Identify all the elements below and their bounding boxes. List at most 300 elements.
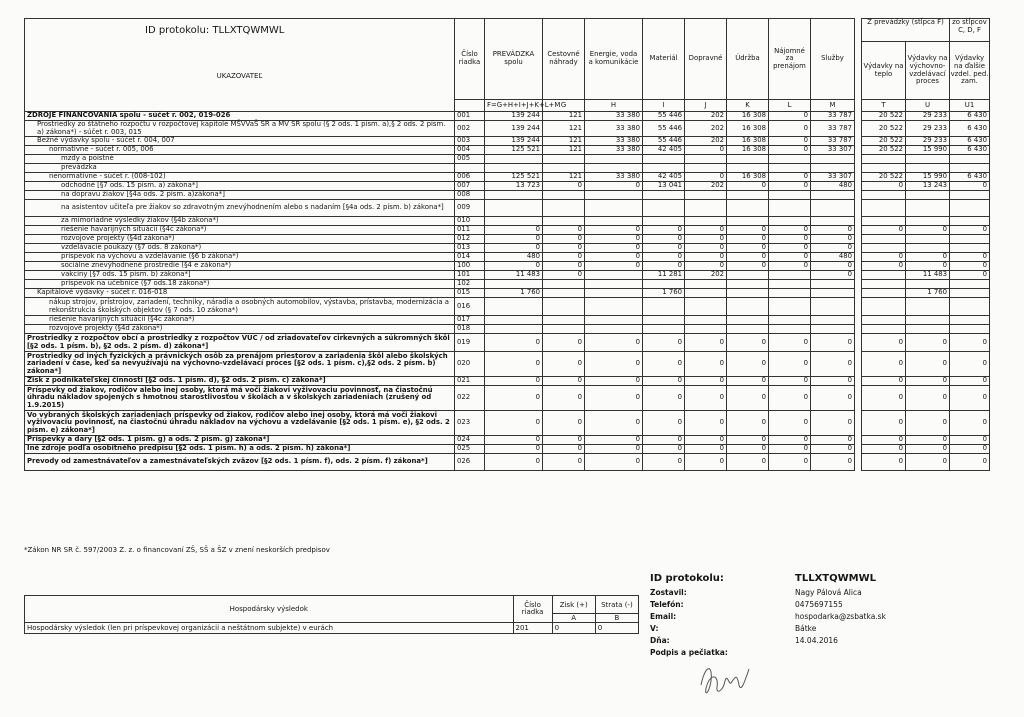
table-row xyxy=(25,454,990,471)
row-value xyxy=(950,289,990,298)
row-value: 0 xyxy=(543,411,585,436)
info-v-value: Bátke xyxy=(795,623,817,633)
row-value: 0 xyxy=(585,226,643,235)
row-value: 0 xyxy=(643,411,685,436)
row-value: 20 522 xyxy=(862,173,906,182)
row-value: 0 xyxy=(685,377,727,386)
row-value: 0 xyxy=(643,352,685,377)
row-value: 0 xyxy=(485,334,543,352)
row-value: 29 233 xyxy=(906,112,950,121)
row-value: 121 xyxy=(543,112,585,121)
row-value: 0 xyxy=(769,445,811,454)
header-vydavky-vychovno: Výdavky na výchovno-vzdelávací proces xyxy=(907,54,948,86)
row-value: 0 xyxy=(585,253,643,262)
row-value: 0 xyxy=(727,182,769,191)
row-code: 018 xyxy=(455,325,485,334)
row-value: 202 xyxy=(685,112,727,121)
table-row xyxy=(25,316,990,325)
row-value: 0 xyxy=(862,226,906,235)
row-value: 0 xyxy=(643,454,685,471)
ukazovatel-label: UKAZOVATEĽ xyxy=(216,72,263,80)
row-value: 0 xyxy=(685,454,727,471)
row-value xyxy=(485,217,543,226)
row-label: sociálne znevýhodnené prostredie (§4 e zákona*) xyxy=(25,262,455,271)
row-value xyxy=(727,316,769,325)
row-value: 20 522 xyxy=(862,112,906,121)
row-value: 6 430 xyxy=(950,121,990,137)
column-separator xyxy=(855,325,862,334)
row-value: 0 xyxy=(543,244,585,253)
row-value: 0 xyxy=(811,377,855,386)
row-value: 0 xyxy=(685,244,727,253)
row-value xyxy=(862,235,906,244)
info-podpis-label: Podpis a pečiatka: xyxy=(650,647,728,657)
row-value: 0 xyxy=(727,226,769,235)
row-value: 0 xyxy=(543,436,585,445)
row-value: 0 xyxy=(950,253,990,262)
row-value: 0 xyxy=(769,352,811,377)
row-value xyxy=(585,316,643,325)
row-value: 0 xyxy=(950,262,990,271)
row-value xyxy=(485,155,543,164)
row-value: 29 233 xyxy=(906,121,950,137)
row-value: 0 xyxy=(643,334,685,352)
row-value: 0 xyxy=(769,182,811,191)
column-separator xyxy=(855,253,862,262)
row-label: Prostriedky z rozpočtov obcí a prostriedky z rozpočtov VÚC / od zriadovateľov cirkevných a súkromných škôl [§2 ods. 1 písm. b), §2 ods. 2 písm. d) zákona*] xyxy=(25,334,455,352)
table-row xyxy=(25,325,990,334)
row-value: 6 430 xyxy=(950,112,990,121)
row-value: 0 xyxy=(485,436,543,445)
row-label: ZDROJE FINANCOVANIA spolu - súčet r. 002, 019-026 xyxy=(25,112,455,121)
row-value xyxy=(950,155,990,164)
column-separator xyxy=(855,226,862,235)
row-value xyxy=(727,164,769,173)
row-code: 014 xyxy=(455,253,485,262)
row-value xyxy=(769,200,811,217)
row-value: 0 xyxy=(950,226,990,235)
hospodarsky-zisk-header: Zisk (+) xyxy=(552,596,595,614)
row-value: 0 xyxy=(543,262,585,271)
row-value: 480 xyxy=(811,182,855,191)
hospodarsky-col-a: A xyxy=(552,614,595,623)
row-value: 0 xyxy=(485,377,543,386)
row-value: 121 xyxy=(543,121,585,137)
row-value: 0 xyxy=(485,454,543,471)
row-value xyxy=(906,235,950,244)
row-value: 0 xyxy=(585,334,643,352)
protocol-title: ID protokolu: TLLXTQWMWL xyxy=(145,25,285,36)
row-value xyxy=(585,200,643,217)
row-code: 025 xyxy=(455,445,485,454)
row-value xyxy=(727,280,769,289)
table-row xyxy=(25,377,990,386)
column-separator xyxy=(855,217,862,226)
row-value: 0 xyxy=(685,262,727,271)
row-value: 0 xyxy=(585,445,643,454)
row-code: 004 xyxy=(455,146,485,155)
row-value xyxy=(862,316,906,325)
row-value: 0 xyxy=(811,352,855,377)
row-value: 55 446 xyxy=(643,137,685,146)
column-separator xyxy=(855,411,862,436)
row-value xyxy=(543,200,585,217)
row-value xyxy=(543,289,585,298)
info-email-label: Email: xyxy=(650,611,677,621)
row-code: 020 xyxy=(455,352,485,377)
row-value xyxy=(727,191,769,200)
row-code: 016 xyxy=(455,298,485,316)
row-value: 0 xyxy=(862,445,906,454)
row-code: 022 xyxy=(455,386,485,411)
column-separator xyxy=(855,244,862,253)
row-value xyxy=(950,200,990,217)
row-value xyxy=(906,217,950,226)
row-value: 0 xyxy=(485,445,543,454)
row-value: 0 xyxy=(643,445,685,454)
row-value: 1 760 xyxy=(485,289,543,298)
row-value xyxy=(685,298,727,316)
row-label: vzdelávacie poukazy (§7 ods. 8 zákona*) xyxy=(25,244,455,253)
row-value xyxy=(485,191,543,200)
row-label: Iné zdroje podľa osobitného predpisu [§2 ods. 1 písm. h) a ods. 2 písm. h) zákona*] xyxy=(25,445,455,454)
row-value: 0 xyxy=(585,235,643,244)
row-value: 0 xyxy=(727,235,769,244)
row-value: 16 308 xyxy=(727,112,769,121)
row-value xyxy=(585,280,643,289)
column-separator xyxy=(855,173,862,182)
row-code: 002 xyxy=(455,121,485,137)
row-value: 55 446 xyxy=(643,112,685,121)
row-value: 42 405 xyxy=(643,173,685,182)
row-value: 0 xyxy=(769,386,811,411)
hospodarsky-strata-header: Strata (-) xyxy=(595,596,638,614)
row-value: 0 xyxy=(485,235,543,244)
row-label: rozvojové projekty (§4d zákona*) xyxy=(25,235,455,244)
row-value: 0 xyxy=(769,146,811,155)
row-value: 42 405 xyxy=(643,146,685,155)
row-label: Bežné výdavky spolu - súčet r. 004, 007 xyxy=(25,137,455,146)
column-letter: H xyxy=(585,100,643,112)
row-value xyxy=(485,325,543,334)
column-separator xyxy=(855,352,862,377)
row-code: 011 xyxy=(455,226,485,235)
row-value xyxy=(685,316,727,325)
row-value: 0 xyxy=(811,454,855,471)
header-z-prevadzky-group xyxy=(862,19,950,100)
row-value: 0 xyxy=(643,386,685,411)
row-value: 0 xyxy=(769,334,811,352)
row-value xyxy=(811,164,855,173)
row-value: 20 522 xyxy=(862,137,906,146)
row-code: 001 xyxy=(455,112,485,121)
row-value: 15 990 xyxy=(906,173,950,182)
row-value xyxy=(727,271,769,280)
row-value: 139 244 xyxy=(485,137,543,146)
row-value xyxy=(727,325,769,334)
row-value: 0 xyxy=(685,146,727,155)
header-vydavky-dalsie: Výdavky na ďalšie vzdel. ped. zam. xyxy=(950,54,989,86)
row-value: 0 xyxy=(906,454,950,471)
row-value: 0 xyxy=(862,411,906,436)
row-code: 013 xyxy=(455,244,485,253)
row-value xyxy=(862,191,906,200)
row-value: 16 308 xyxy=(727,173,769,182)
header-udrzba: Údržba xyxy=(727,19,769,100)
row-value: 0 xyxy=(685,411,727,436)
row-label: Prevody od zamestnávateľov a zamestnávateľských zväzov [§2 ods. 1 písm. f), ods. 2 písm. f) zákona*] xyxy=(25,454,455,471)
row-value xyxy=(727,217,769,226)
row-value xyxy=(811,298,855,316)
column-letter: K xyxy=(727,100,769,112)
row-value xyxy=(485,200,543,217)
table-row xyxy=(25,436,990,445)
row-value: 0 xyxy=(585,182,643,191)
row-value xyxy=(769,191,811,200)
row-label: odchodné [§7 ods. 15 písm. a) zákona*] xyxy=(25,182,455,191)
row-value: 0 xyxy=(685,235,727,244)
row-value xyxy=(543,280,585,289)
info-dna-value: 14.04.2016 xyxy=(795,635,838,645)
row-value: 0 xyxy=(543,377,585,386)
row-value: 20 522 xyxy=(862,146,906,155)
row-value: 0 xyxy=(769,235,811,244)
row-value: 0 xyxy=(811,235,855,244)
row-value: 0 xyxy=(685,334,727,352)
row-value xyxy=(769,280,811,289)
row-value: 0 xyxy=(769,454,811,471)
row-label: Kapitálové výdavky - súčet r. 016-018 xyxy=(25,289,455,298)
column-letter: U1 xyxy=(950,100,990,112)
row-value xyxy=(769,298,811,316)
row-value xyxy=(543,325,585,334)
row-code: 021 xyxy=(455,377,485,386)
row-label: Prostriedky od iných fyzických a právnických osôb za prenájom priestorov a zariadenia škôl alebo školských zariadení v čase, keď sa nevyužívajú na výchovno-vzdelávací proces [§2 ods. 1 písm. c),§2 ods. 2 písm. b) zákona*] xyxy=(25,352,455,377)
row-value xyxy=(906,244,950,253)
row-value xyxy=(950,280,990,289)
row-value xyxy=(585,217,643,226)
row-value xyxy=(643,164,685,173)
column-letter: J xyxy=(685,100,727,112)
column-separator xyxy=(855,377,862,386)
row-value: 480 xyxy=(485,253,543,262)
row-value: 0 xyxy=(543,182,585,191)
row-value: 0 xyxy=(643,262,685,271)
row-value: 0 xyxy=(769,436,811,445)
signature xyxy=(695,655,755,703)
row-value: 33 787 xyxy=(811,137,855,146)
info-zostavil-label: Zostavil: xyxy=(650,587,687,597)
row-value xyxy=(811,316,855,325)
row-value xyxy=(811,289,855,298)
row-value xyxy=(585,271,643,280)
row-label: Príspevky a dary [§2 ods. 1 písm. g) a ods. 2 písm. g) zákona*] xyxy=(25,436,455,445)
row-value: 0 xyxy=(585,436,643,445)
row-value: 13 723 xyxy=(485,182,543,191)
row-value: 33 307 xyxy=(811,173,855,182)
row-label: rozvojové projekty (§4d zákona*) xyxy=(25,325,455,334)
row-label: príspevok na výchovu a vzdelávanie (§6 b zákona*) xyxy=(25,253,455,262)
column-separator xyxy=(855,121,862,137)
row-value: 0 xyxy=(811,271,855,280)
column-letter: G xyxy=(543,100,585,112)
column-separator xyxy=(855,445,862,454)
row-value xyxy=(643,217,685,226)
hospodarsky-col-b: B xyxy=(595,614,638,623)
row-value: 0 xyxy=(643,436,685,445)
row-value: 0 xyxy=(543,454,585,471)
table-row xyxy=(25,191,990,200)
table-row xyxy=(25,217,990,226)
column-separator xyxy=(855,386,862,411)
row-value: 0 xyxy=(485,244,543,253)
row-value xyxy=(950,325,990,334)
hospodarsky-cislo: Číslo riadka xyxy=(513,596,552,623)
row-code: 102 xyxy=(455,280,485,289)
table-row xyxy=(25,173,990,182)
row-value: 1 760 xyxy=(643,289,685,298)
row-value: 0 xyxy=(543,386,585,411)
hospodarsky-strata-value: 0 xyxy=(595,623,638,634)
row-value xyxy=(685,200,727,217)
header-sluzby: Služby xyxy=(811,19,855,100)
row-value: 33 380 xyxy=(585,146,643,155)
row-value xyxy=(862,244,906,253)
row-value: 121 xyxy=(543,173,585,182)
header-vydavky-teplo: Výdavky na teplo xyxy=(862,42,906,99)
row-value: 0 xyxy=(862,182,906,191)
row-value xyxy=(862,271,906,280)
row-value: 0 xyxy=(769,262,811,271)
row-code: 005 xyxy=(455,155,485,164)
row-value: 0 xyxy=(906,226,950,235)
row-value: 33 380 xyxy=(585,112,643,121)
row-value: 15 990 xyxy=(906,146,950,155)
row-value xyxy=(685,217,727,226)
row-value: 33 380 xyxy=(585,137,643,146)
row-value: 0 xyxy=(543,445,585,454)
row-value: 0 xyxy=(485,352,543,377)
row-value xyxy=(485,316,543,325)
row-value: 0 xyxy=(685,253,727,262)
row-value: 0 xyxy=(769,173,811,182)
row-value: 0 xyxy=(585,244,643,253)
column-separator xyxy=(855,19,862,112)
row-label: na asistentov učiteľa pre žiakov so zdravotným znevýhodnením alebo s nadaním [§4a ods. 2 písm. b) zákona*] xyxy=(25,200,455,217)
column-separator xyxy=(855,280,862,289)
row-value: 139 244 xyxy=(485,112,543,121)
row-value: 0 xyxy=(862,386,906,411)
row-label: Vo vybraných školských zariadeniach príspevky od žiakov, rodičov alebo inej osoby, ktorá má voči žiakovi vyživovaciu povinnosť, na čiastočnú úhradu nákladov na výchovu a vzdelávanie [§2 ods. 1 písm. e), §2 ods. 2 písm. e) zákona*] xyxy=(25,411,455,436)
row-value: 0 xyxy=(862,262,906,271)
row-value: 0 xyxy=(485,386,543,411)
row-value xyxy=(643,191,685,200)
row-value xyxy=(727,289,769,298)
column-separator xyxy=(855,235,862,244)
row-value: 16 308 xyxy=(727,121,769,137)
row-value: 16 308 xyxy=(727,137,769,146)
column-separator xyxy=(855,191,862,200)
row-value xyxy=(950,298,990,316)
row-value: 11 281 xyxy=(643,271,685,280)
row-label: Zisk z podnikateľskej činnosti [§2 ods. 1 písm. d), §2 ods. 2 písm. c) zákona*] xyxy=(25,377,455,386)
row-value xyxy=(485,280,543,289)
row-value xyxy=(862,325,906,334)
row-value xyxy=(906,316,950,325)
financing-rows xyxy=(25,112,990,471)
financing-table xyxy=(24,18,990,471)
row-value xyxy=(485,164,543,173)
row-value: 0 xyxy=(643,235,685,244)
hospodarsky-title: Hospodársky výsledok xyxy=(25,596,514,623)
table-row xyxy=(25,334,990,352)
row-value: 0 xyxy=(769,226,811,235)
row-value: 0 xyxy=(685,445,727,454)
row-label: Príspevky od žiakov, rodičov alebo inej osoby, ktorá má voči žiakovi vyživovaciu povinnosť, na čiastočnú úhradu nákladov spojených s hmotnou starostlivosťou v školách a v školských zariadeniach (zrušený od 1.9.2015) xyxy=(25,386,455,411)
row-value: 0 xyxy=(685,352,727,377)
row-value: 0 xyxy=(769,112,811,121)
hospodarsky-zisk-value: 0 xyxy=(552,623,595,634)
row-value: 0 xyxy=(906,436,950,445)
column-letter: L xyxy=(769,100,811,112)
row-value: 0 xyxy=(685,436,727,445)
row-value: 11 483 xyxy=(485,271,543,280)
row-value: 202 xyxy=(685,271,727,280)
row-value: 13 041 xyxy=(643,182,685,191)
row-value: 0 xyxy=(685,386,727,411)
row-value xyxy=(906,200,950,217)
row-label: mzdy a poistné xyxy=(25,155,455,164)
row-value xyxy=(811,191,855,200)
row-value: 0 xyxy=(727,352,769,377)
row-value xyxy=(906,164,950,173)
row-value: 0 xyxy=(950,386,990,411)
row-value: 0 xyxy=(543,226,585,235)
row-value xyxy=(862,200,906,217)
row-value xyxy=(685,325,727,334)
row-label: riešenie havarijných situácií (§4c zákona*) xyxy=(25,316,455,325)
header-zo-stlpcov: zo stĺpcov C, D, F xyxy=(950,19,989,42)
row-value: 0 xyxy=(906,377,950,386)
row-value: 0 xyxy=(769,244,811,253)
row-value xyxy=(950,164,990,173)
row-value: 33 787 xyxy=(811,121,855,137)
row-value xyxy=(769,164,811,173)
row-value: 0 xyxy=(643,253,685,262)
row-value: 0 xyxy=(950,436,990,445)
row-code: 012 xyxy=(455,235,485,244)
row-value xyxy=(862,289,906,298)
row-value xyxy=(643,155,685,164)
row-value: 33 380 xyxy=(585,121,643,137)
column-separator xyxy=(855,112,862,121)
column-separator xyxy=(855,155,862,164)
row-value xyxy=(906,325,950,334)
row-value: 0 xyxy=(862,334,906,352)
row-code: 006 xyxy=(455,173,485,182)
row-value xyxy=(727,200,769,217)
row-value: 0 xyxy=(585,454,643,471)
header-energie: Energie, voda a komunikácie xyxy=(585,19,643,100)
row-label: príspevok na učebnice (§7 ods.18 zákona*) xyxy=(25,280,455,289)
row-value: 0 xyxy=(811,244,855,253)
row-label: normatívne - súčet r. 005, 006 xyxy=(25,146,455,155)
hospodarsky-table xyxy=(24,595,639,634)
row-value: 0 xyxy=(685,226,727,235)
row-value: 0 xyxy=(862,253,906,262)
column-separator xyxy=(855,316,862,325)
row-value xyxy=(727,155,769,164)
